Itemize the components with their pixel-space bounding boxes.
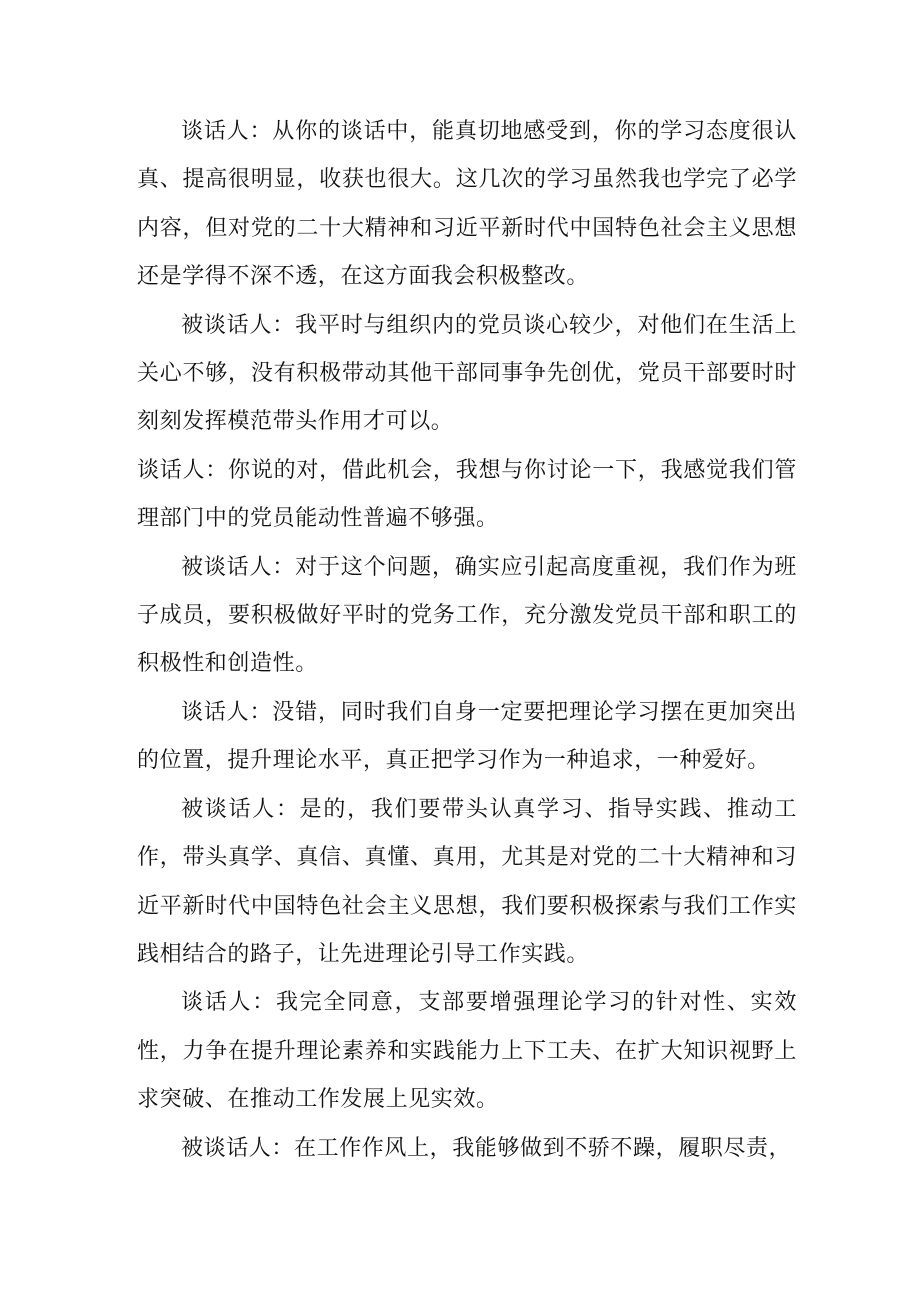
paragraph-8: 被谈话人：在工作作风上，我能够做到不骄不躁，履职尽责， — [181, 1135, 792, 1161]
paragraph-5: 谈话人：没错，同时我们自身一定要把理论学习摆在更加突出的位置，提升理论水平，真正把学习作为一种追求，一种爱好。 — [137, 699, 797, 774]
dialogue-body — [137, 108, 797, 1173]
paragraph-3: 谈话人：你说的对，借此机会，我想与你讨论一下，我感觉我们管理部门中的党员能动性普遍不够强。 — [137, 457, 797, 532]
paragraph-6: 被谈话人：是的，我们要带头认真学习、指导实践、推动工作，带头真学、真信、真懂、真用，尤其是对党的二十大精神和习近平新时代中国特色社会主义思想，我们要积极探索与我们工作实践相结合的路子，让先进理论引导工作实践。 — [137, 796, 797, 967]
paragraph-1: 谈话人：从你的谈话中，能真切地感受到，你的学习态度很认真、提高很明显，收获也很大。这几次的学习虽然我也学完了必学内容，但对党的二十大精神和习近平新时代中国特色社会主义思想还是学得不深不透，在这方面我会积极整改。 — [137, 119, 797, 290]
paragraph-4: 被谈话人：对于这个问题，确实应引起高度重视，我们作为班子成员，要积极做好平时的党务工作，充分激发党员干部和职工的积极性和创造性。 — [137, 554, 797, 677]
paragraph-7: 谈话人：我完全同意，支部要增强理论学习的针对性、实效性，力争在提升理论素养和实践能力上下工夫、在扩大知识视野上求突破、在推动工作发展上见实效。 — [137, 990, 797, 1113]
paragraph-2: 被谈话人：我平时与组织内的党员谈心较少，对他们在生活上关心不够，没有积极带动其他干部同事争先创优，党员干部要时时刻刻发挥模范带头作用才可以。 — [137, 312, 797, 435]
